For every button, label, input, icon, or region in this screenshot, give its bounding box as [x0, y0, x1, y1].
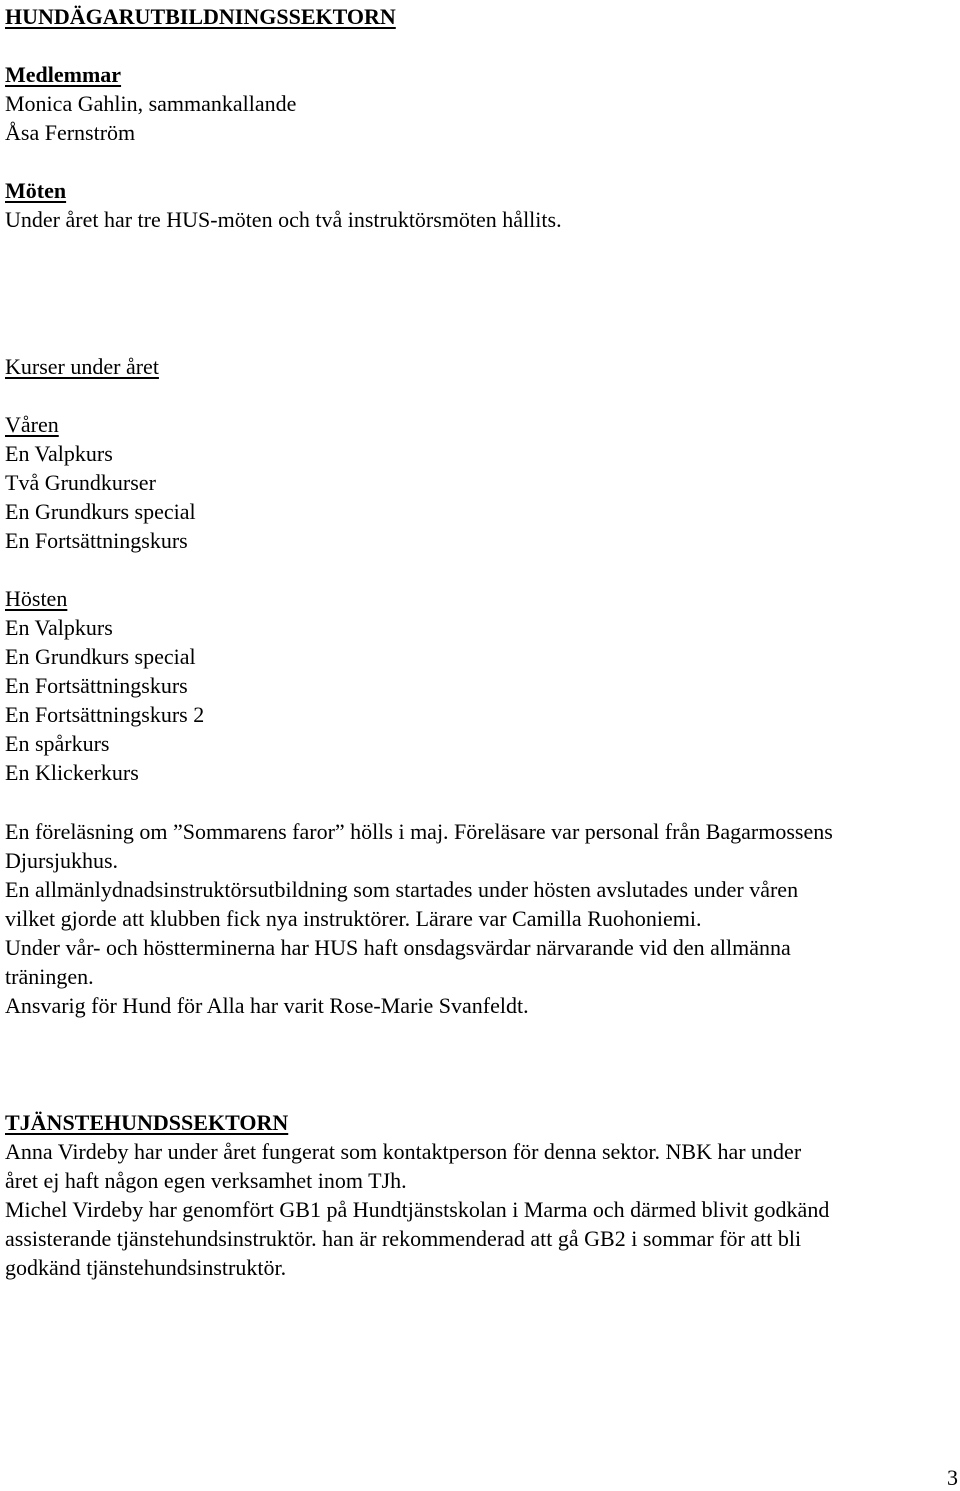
- autumn-course: En Valpkurs: [5, 615, 113, 640]
- notes-line: Under vår- och höstterminerna har HUS haft onsdagsvärdar närvarande vid den allmänna: [5, 935, 791, 960]
- spring-label: Våren: [5, 412, 59, 437]
- spring-course: En Valpkurs: [5, 441, 113, 466]
- tjh-heading: TJÄNSTEHUNDSSEKTORN: [5, 1110, 289, 1135]
- page-number: 3: [947, 1465, 958, 1490]
- tjh-line: året ej haft någon egen verksamhet inom TJh.: [5, 1168, 407, 1193]
- notes-line: Djursjukhus.: [5, 848, 119, 873]
- notes-line: Ansvarig för Hund för Alla har varit Rose-Marie Svanfeldt.: [5, 993, 529, 1018]
- member-item: Åsa Fernström: [5, 120, 136, 145]
- meetings-heading: Möten: [5, 178, 67, 203]
- autumn-course: En spårkurs: [5, 731, 110, 756]
- hus-heading: HUNDÄGARUTBILDNINGSSEKTORN: [5, 4, 396, 29]
- notes-line: vilket gjorde att klubben fick nya instruktörer. Lärare var Camilla Ruohoniemi.: [5, 906, 702, 931]
- notes-line: En allmänlydnadsinstruktörsutbildning som startades under hösten avslutades under våren: [5, 877, 799, 902]
- tjh-line: Michel Virdeby har genomfört GB1 på Hundtjänstskolan i Marma och därmed blivit godkänd: [5, 1197, 830, 1222]
- tjh-line: assisterande tjänstehundsinstruktör. han är rekommenderad att gå GB2 i sommar för att bli: [5, 1226, 802, 1251]
- autumn-course: En Fortsättningskurs: [5, 673, 188, 698]
- courses-heading: Kurser under året: [5, 354, 159, 379]
- autumn-course: En Fortsättningskurs 2: [5, 702, 205, 727]
- spring-course: En Fortsättningskurs: [5, 528, 188, 553]
- notes-line: träningen.: [5, 964, 94, 989]
- member-item: Monica Gahlin, sammankallande: [5, 91, 297, 116]
- meetings-text: Under året har tre HUS-möten och två instruktörsmöten hållits.: [5, 207, 562, 232]
- members-heading: Medlemmar: [5, 62, 122, 87]
- tjh-line: godkänd tjänstehundsinstruktör.: [5, 1255, 287, 1280]
- notes-line: En föreläsning om ”Sommarens faror” hölls i maj. Föreläsare var personal från Bagarmossens: [5, 819, 833, 844]
- autumn-course: En Grundkurs special: [5, 644, 196, 669]
- autumn-label: Hösten: [5, 586, 68, 611]
- spring-course: Två Grundkurser: [5, 470, 156, 495]
- autumn-course: En Klickerkurs: [5, 760, 139, 785]
- tjh-line: Anna Virdeby har under året fungerat som kontaktperson för denna sektor. NBK har under: [5, 1139, 802, 1164]
- spring-course: En Grundkurs special: [5, 499, 196, 524]
